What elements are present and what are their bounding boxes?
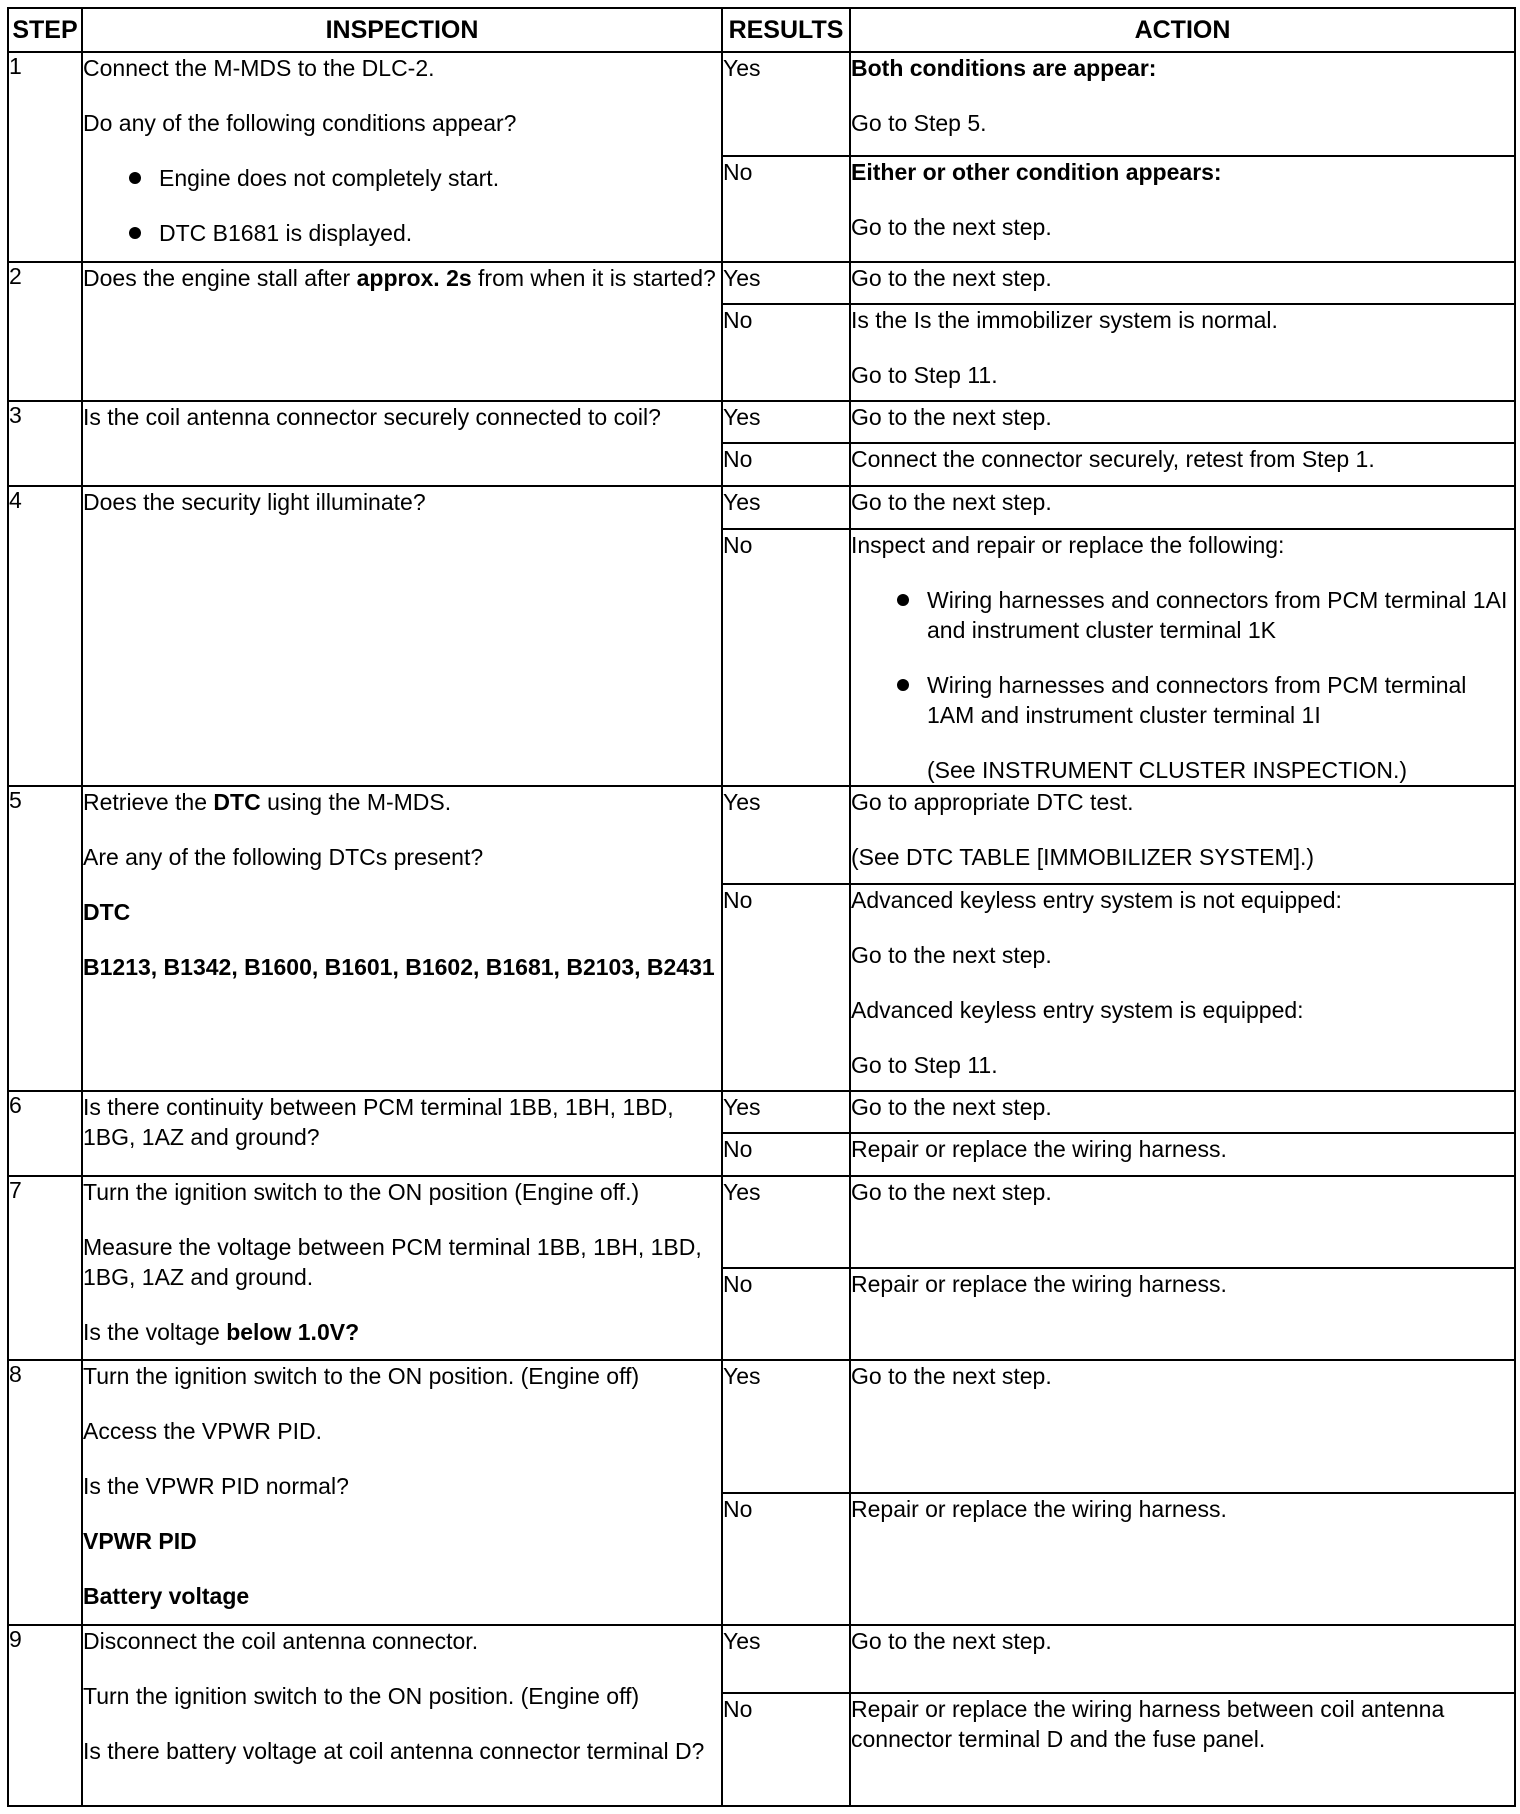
- action-text: Go to the next step.: [850, 401, 1515, 443]
- header-results: RESULTS: [722, 8, 850, 52]
- inspection-text: Retrieve the: [83, 789, 214, 816]
- result-yes: Yes: [722, 1625, 850, 1692]
- table-row: [8, 1176, 1515, 1268]
- list-item: DTC B1681 is displayed.: [111, 218, 721, 248]
- action-text: Go to the next step.: [850, 1176, 1515, 1268]
- list-item: Wiring harnesses and connectors from PCM terminal 1AI and instrument cluster terminal 1K: [879, 585, 1514, 645]
- result-no: No: [722, 1133, 850, 1176]
- header-step: STEP: [8, 8, 82, 52]
- action-text: Go to appropriate DTC test.: [851, 789, 1134, 816]
- inspection-text: Turn the ignition switch to the ON position. (Engine off): [83, 1683, 640, 1710]
- inspection-cell: [82, 1176, 722, 1361]
- list-item: Engine does not completely start.: [111, 163, 721, 193]
- action-text: Go to the next step.: [851, 941, 1052, 968]
- inspection-text: Measure the voltage between PCM terminal 1BB, 1BH, 1BD, 1BG, 1AZ and ground.: [83, 1233, 702, 1290]
- action-text: (See DTC TABLE [IMMOBILIZER SYSTEM].): [851, 844, 1315, 871]
- action-text: Connect the connector securely, retest from Step 1.: [850, 443, 1515, 486]
- result-no: No: [722, 884, 850, 1091]
- inspection-text: Are any of the following DTCs present?: [83, 844, 484, 871]
- action-text: Go to the next step.: [850, 1625, 1515, 1692]
- list-item: Wiring harnesses and connectors from PCM terminal 1AM and instrument cluster terminal 1I: [879, 670, 1514, 730]
- table-row: [8, 262, 1515, 304]
- dtc-heading: DTC: [83, 899, 131, 926]
- inspection-cell: [82, 262, 722, 401]
- action-heading: Both conditions are appear:: [851, 55, 1157, 81]
- step-number: 5: [8, 786, 82, 1090]
- inspection-text: Disconnect the coil antenna connector.: [83, 1628, 479, 1655]
- table-row: [8, 401, 1515, 443]
- inspection-text: Is the voltage: [83, 1318, 227, 1345]
- action-text: Go to the next step.: [850, 262, 1515, 304]
- inspection-text: Is the VPWR PID normal?: [83, 1473, 349, 1500]
- action-cell: [850, 52, 1515, 156]
- step-number: 2: [8, 262, 82, 401]
- result-yes: Yes: [722, 262, 850, 304]
- inspection-bold: DTC: [213, 789, 261, 816]
- step-number: 6: [8, 1091, 82, 1176]
- action-text: Repair or replace the wiring harness between coil antenna connector terminal D and the fuse panel.: [850, 1693, 1515, 1807]
- pid-spec: Battery voltage: [83, 1583, 250, 1610]
- action-cell: [850, 156, 1515, 261]
- step-number: 3: [8, 401, 82, 486]
- action-text: Go to the next step.: [850, 486, 1515, 528]
- action-text: Inspect and repair or replace the following:: [851, 531, 1285, 558]
- step-number: 8: [8, 1360, 82, 1625]
- table-row: [8, 1625, 1515, 1692]
- inspection-bold: below 1.0V?: [226, 1318, 360, 1345]
- inspection-text: Turn the ignition switch to the ON position (Engine off.): [83, 1178, 640, 1205]
- inspection-cell: [82, 52, 722, 262]
- diagnostic-table: [7, 7, 1516, 1807]
- step-number: 4: [8, 486, 82, 786]
- inspection-cell: [82, 1360, 722, 1625]
- step-number: 9: [8, 1625, 82, 1806]
- result-no: No: [722, 1268, 850, 1360]
- step-number: 7: [8, 1176, 82, 1361]
- result-no: No: [722, 1693, 850, 1807]
- result-no: No: [722, 529, 850, 787]
- action-text: Advanced keyless entry system is equipped:: [851, 996, 1304, 1023]
- action-text: Go to Step 11.: [851, 1051, 998, 1078]
- pid-name: VPWR PID: [83, 1528, 197, 1555]
- result-yes: Yes: [722, 1360, 850, 1492]
- header-action: ACTION: [850, 8, 1515, 52]
- action-cell: [850, 304, 1515, 401]
- condition-list: [83, 163, 721, 248]
- inspection-text: Does the engine stall after: [83, 264, 357, 291]
- action-text: Go to the next step.: [850, 1091, 1515, 1133]
- inspection-text: Turn the ignition switch to the ON position. (Engine off): [83, 1363, 640, 1390]
- header-row: [8, 8, 1515, 52]
- action-text: Repair or replace the wiring harness.: [850, 1268, 1515, 1360]
- dtc-list: B1213, B1342, B1600, B1601, B1602, B1681, B2103, B2431: [83, 954, 715, 981]
- result-yes: Yes: [722, 786, 850, 883]
- result-no: No: [722, 156, 850, 261]
- action-text: Go to Step 11.: [851, 361, 998, 388]
- inspection-text: Do any of the following conditions appear?: [83, 110, 517, 136]
- result-no: No: [722, 304, 850, 401]
- action-text: Advanced keyless entry system is not equipped:: [851, 886, 1342, 913]
- action-heading: Either or other condition appears:: [851, 159, 1222, 186]
- result-no: No: [722, 443, 850, 486]
- inspection-text: from when it is started?: [471, 264, 716, 291]
- result-yes: Yes: [722, 401, 850, 443]
- table-row: [8, 52, 1515, 156]
- inspection-text: using the M-MDS.: [260, 789, 452, 816]
- inspection-text: Access the VPWR PID.: [83, 1418, 323, 1445]
- inspection-text: Is there continuity between PCM terminal 1BB, 1BH, 1BD, 1BG, 1AZ and ground?: [82, 1091, 722, 1176]
- step-number: 1: [8, 52, 82, 262]
- inspection-cell: [82, 786, 722, 1090]
- action-cell: [850, 786, 1515, 883]
- result-yes: Yes: [722, 486, 850, 528]
- result-yes: Yes: [722, 52, 850, 156]
- action-cell: [850, 884, 1515, 1091]
- inspection-text: Does the security light illuminate?: [82, 486, 722, 786]
- action-cell: [850, 529, 1515, 787]
- inspection-cell: [82, 1625, 722, 1806]
- action-text: Is the Is the immobilizer system is normal.: [851, 306, 1278, 333]
- inspection-text: Is the coil antenna connector securely connected to coil?: [82, 401, 722, 486]
- action-text: Go to the next step.: [850, 1360, 1515, 1492]
- inspection-text: Is there battery voltage at coil antenna connector terminal D?: [83, 1738, 705, 1765]
- action-text: Go to the next step.: [851, 214, 1052, 241]
- result-yes: Yes: [722, 1091, 850, 1133]
- table-row: [8, 1091, 1515, 1133]
- result-no: No: [722, 1493, 850, 1625]
- table-row: [8, 486, 1515, 528]
- table-row: [8, 786, 1515, 883]
- reference-note: (See INSTRUMENT CLUSTER INSPECTION.): [927, 756, 1408, 783]
- inspection-text: Connect the M-MDS to the DLC-2.: [83, 55, 435, 81]
- result-yes: Yes: [722, 1176, 850, 1268]
- header-inspection: INSPECTION: [82, 8, 722, 52]
- action-text: Repair or replace the wiring harness.: [850, 1493, 1515, 1625]
- repair-list: [851, 585, 1514, 730]
- action-text: Go to Step 5.: [851, 110, 987, 136]
- action-text: Repair or replace the wiring harness.: [850, 1133, 1515, 1176]
- table-row: [8, 1360, 1515, 1492]
- inspection-bold: approx. 2s: [356, 264, 472, 291]
